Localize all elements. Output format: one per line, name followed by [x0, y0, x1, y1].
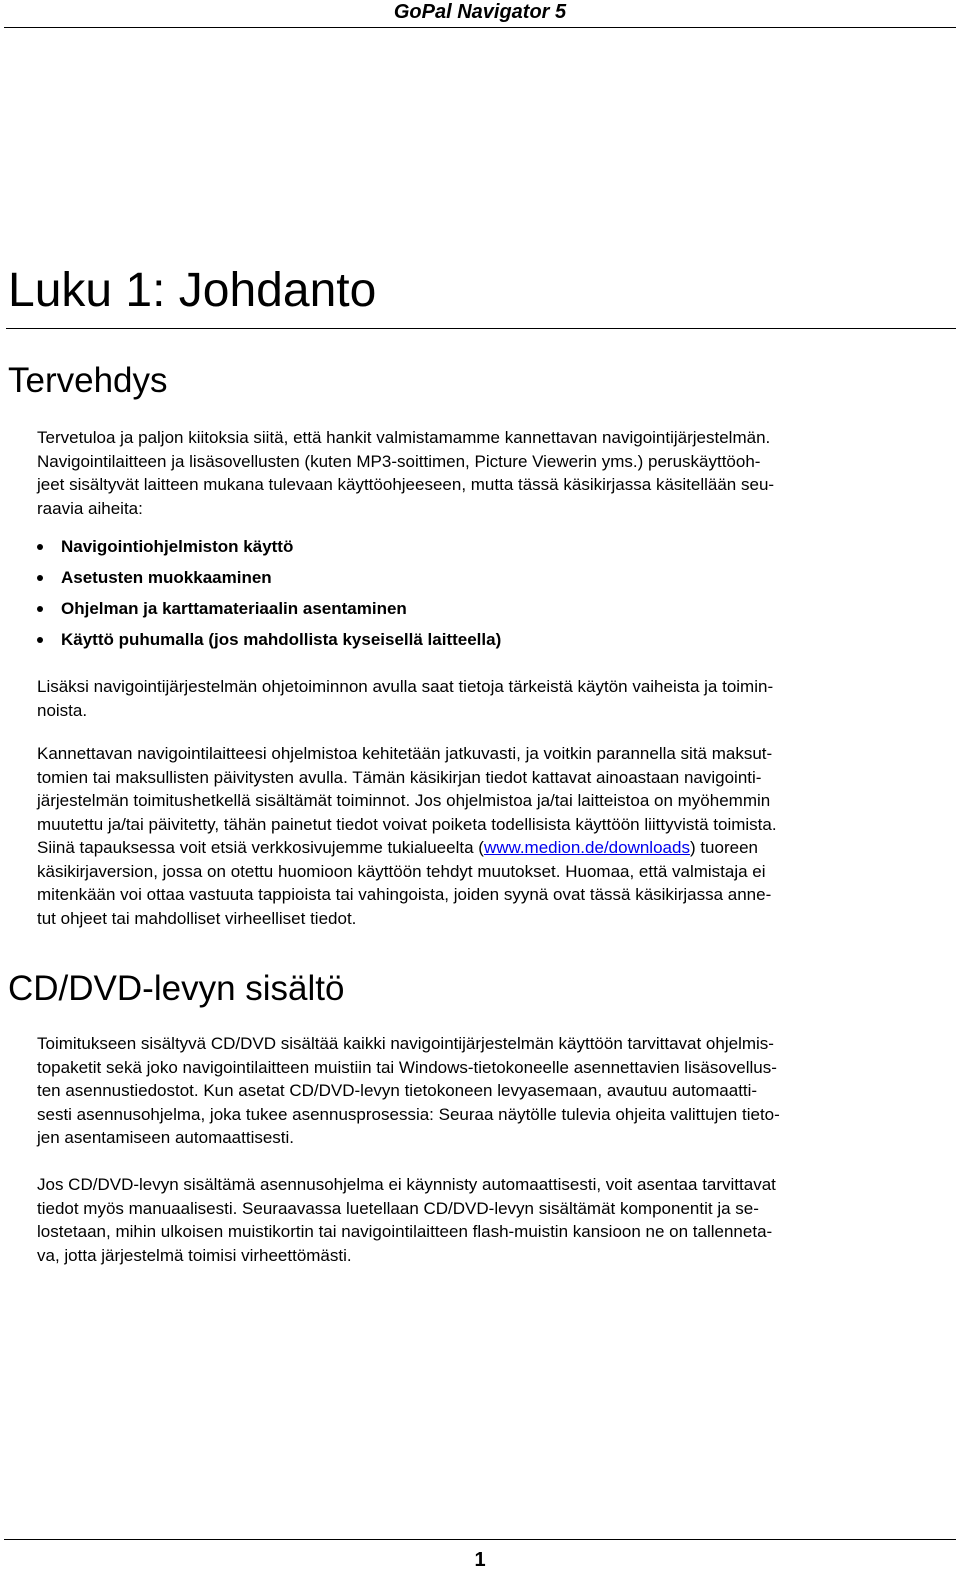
text-line: Lisäksi navigointijärjestelmän ohjetoiminnon avulla saat tietoja tärkeistä käytön vaiheista ja toimin- — [37, 677, 774, 696]
text-line: ten asennustiedostot. Kun asetat CD/DVD-levyn tietokoneen levyasemaan, avautuu automaatti- — [37, 1081, 758, 1100]
list-item — [37, 566, 937, 597]
text-line: raavia aiheita: — [37, 498, 143, 518]
manual-install-paragraph — [37, 1173, 937, 1267]
text-line: lostetaan, mihin ulkoisen muistikortin tai navigointilaitteen flash-muistin kansioon ne on tallenneta- — [37, 1222, 773, 1241]
text-line-with-link — [37, 836, 937, 860]
footer-divider — [4, 1539, 956, 1540]
list-item — [37, 535, 937, 566]
text-segment: ) tuoreen — [689, 838, 758, 857]
text-line: tut ohjeet tai mahdolliset virheelliset tiedot. — [37, 908, 357, 928]
text-line: Tervetuloa ja paljon kiitoksia siitä, että hankit valmistamamme kannettavan navigointijärjestelmän. — [37, 428, 771, 447]
help-paragraph — [37, 675, 937, 722]
text-line: topaketit sekä joko navigointilaitteen muistiin tai Windows-tietokoneelle asennettavien lisäsovellus- — [37, 1057, 777, 1077]
page-number: 1 — [474, 1549, 486, 1571]
list-item-label: Navigointiohjelmiston käyttö — [61, 537, 294, 556]
text-line: muutettu ja/tai päivitetty, tähän painetut tiedot voivat poiketa todellisista käyttöön liittyvistä toimista. — [37, 814, 777, 834]
text-line: va, jotta järjestelmä toimisi virheettömästi. — [37, 1245, 352, 1265]
text-segment: Siinä tapauksessa voit etsiä verkkosivujemme tukialueelta ( — [37, 838, 484, 857]
text-line: noista. — [37, 700, 88, 720]
text-line: tiedot myös manuaalisesti. Seuraavassa luetellaan CD/DVD-levyn sisältämät komponentit ja se- — [37, 1198, 759, 1218]
text-line: Toimitukseen sisältyvä CD/DVD sisältää kaikki navigointijärjestelmän käyttöön tarvittavat ohjelmis- — [37, 1034, 774, 1053]
text-line: Kannettavan navigointilaitteesi ohjelmistoa kehitetään jatkuvasti, ja voitkin parannella sitä maksut- — [37, 744, 773, 763]
downloads-link[interactable]: www.medion.de/downloads — [483, 838, 690, 857]
section-heading-tervehdys: Tervehdys — [8, 361, 168, 400]
text-line: mitenkään voi ottaa vastuuta tappioista tai vahingoista, joiden syynä ovat tässä käsikirjassa anne- — [37, 885, 772, 904]
chapter-divider — [6, 328, 956, 329]
topic-list — [37, 535, 937, 659]
updates-paragraph — [37, 742, 937, 930]
text-line: Jos CD/DVD-levyn sisältämä asennusohjelma ei käynnisty automaattisesti, voit asentaa tarvittavat — [37, 1175, 776, 1194]
header-divider — [4, 27, 956, 28]
list-item — [37, 628, 937, 659]
text-line: käsikirjaversion, jossa on otettu huomioon käyttöön tehdyt muutokset. Huomaa, että valmistaja ei — [37, 861, 766, 881]
list-item-label: Käyttö puhumalla (jos mahdollista kyseisellä laitteella) — [61, 630, 502, 649]
section-heading-cd-dvd: CD/DVD-levyn sisältö — [8, 969, 345, 1008]
header-title: GoPal Navigator 5 — [393, 1, 567, 23]
text-line: jeet sisältyvät laitteen mukana tulevaan käyttöohjeeseen, mutta tässä käsikirjassa käsitellään seu- — [37, 475, 775, 494]
bullet-icon — [37, 544, 43, 550]
bullet-icon — [37, 575, 43, 581]
list-item — [37, 597, 937, 628]
intro-paragraph — [37, 426, 937, 520]
chapter-title: Luku 1: Johdanto — [8, 264, 377, 317]
cd-contents-paragraph — [37, 1032, 937, 1150]
text-line: sesti asennusohjelma, joka tukee asennusprosessia: Seuraa näytölle tulevia ohjeita valittujen tieto- — [37, 1104, 780, 1124]
bullet-icon — [37, 637, 43, 643]
text-line: Navigointilaitteen ja lisäsovellusten (kuten MP3-soittimen, Picture Viewerin yms.) peruskäyttöoh- — [37, 451, 761, 471]
page-header — [0, 0, 960, 26]
list-item-label: Ohjelman ja karttamateriaalin asentaminen — [61, 599, 407, 618]
text-line: jen asentamiseen automaattisesti. — [37, 1128, 295, 1147]
list-item-label: Asetusten muokkaaminen — [61, 568, 272, 587]
text-line: tomien tai maksullisten päivitysten avulla. Tämän käsikirjan tiedot kattavat ainoastaan navigointi- — [37, 767, 762, 787]
bullet-icon — [37, 606, 43, 612]
text-line: järjestelmän toimitushetkellä sisältämät toiminnot. Jos ohjelmistoa ja/tai laitteistoa on myöhemmin — [37, 791, 771, 810]
